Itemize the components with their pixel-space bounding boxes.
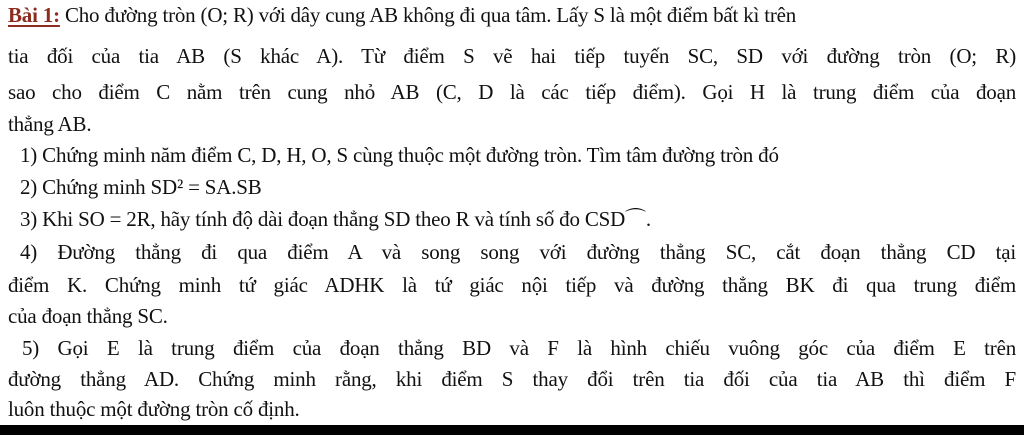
bottom-border xyxy=(0,425,1024,435)
intro-line-3: sao cho điểm C nằm trên cung nhỏ AB (C, D là các tiếp điểm). Gọi H là trung điểm của đoạn xyxy=(8,80,1016,104)
intro-text-1: Cho đường tròn (O; R) với dây cung AB không đi qua tâm. Lấy S là một điểm bất kì trên xyxy=(64,3,797,27)
question-3: 3) Khi SO = 2R, hãy tính độ dài đoạn thẳng SD theo R và tính số đo CSD⌒. xyxy=(20,207,651,231)
question-4-line-3: của đoạn thẳng SC. xyxy=(8,304,168,328)
problem-heading: Bài 1: xyxy=(8,3,60,27)
question-4-line-1: 4) Đường thẳng đi qua điểm A và song song với đường thẳng SC, cắt đoạn thẳng CD tại xyxy=(20,240,1016,264)
intro-line-4: thẳng AB. xyxy=(8,112,92,136)
question-5-line-1: 5) Gọi E là trung điểm của đoạn thẳng BD và F là hình chiếu vuông góc của điểm E trên xyxy=(22,336,1016,360)
intro-line-2: tia đối của tia AB (S khác A). Từ điểm S vẽ hai tiếp tuyến SC, SD với đường tròn (O; R) xyxy=(8,44,1016,68)
intro-line-1 xyxy=(8,3,1014,27)
question-1: 1) Chứng minh năm điểm C, D, H, O, S cùng thuộc một đường tròn. Tìm tâm đường tròn đó xyxy=(20,143,779,167)
question-2: 2) Chứng minh SD² = SA.SB xyxy=(20,175,262,199)
question-4-line-2: điểm K. Chứng minh tứ giác ADHK là tứ giác nội tiếp và đường thẳng BK đi qua trung điểm xyxy=(8,273,1016,297)
question-5-line-2: đường thẳng AD. Chứng minh rằng, khi điểm S thay đổi trên tia đối của tia AB thì điểm F xyxy=(8,367,1016,391)
question-5-line-3: luôn thuộc một đường tròn cố định. xyxy=(8,397,300,421)
